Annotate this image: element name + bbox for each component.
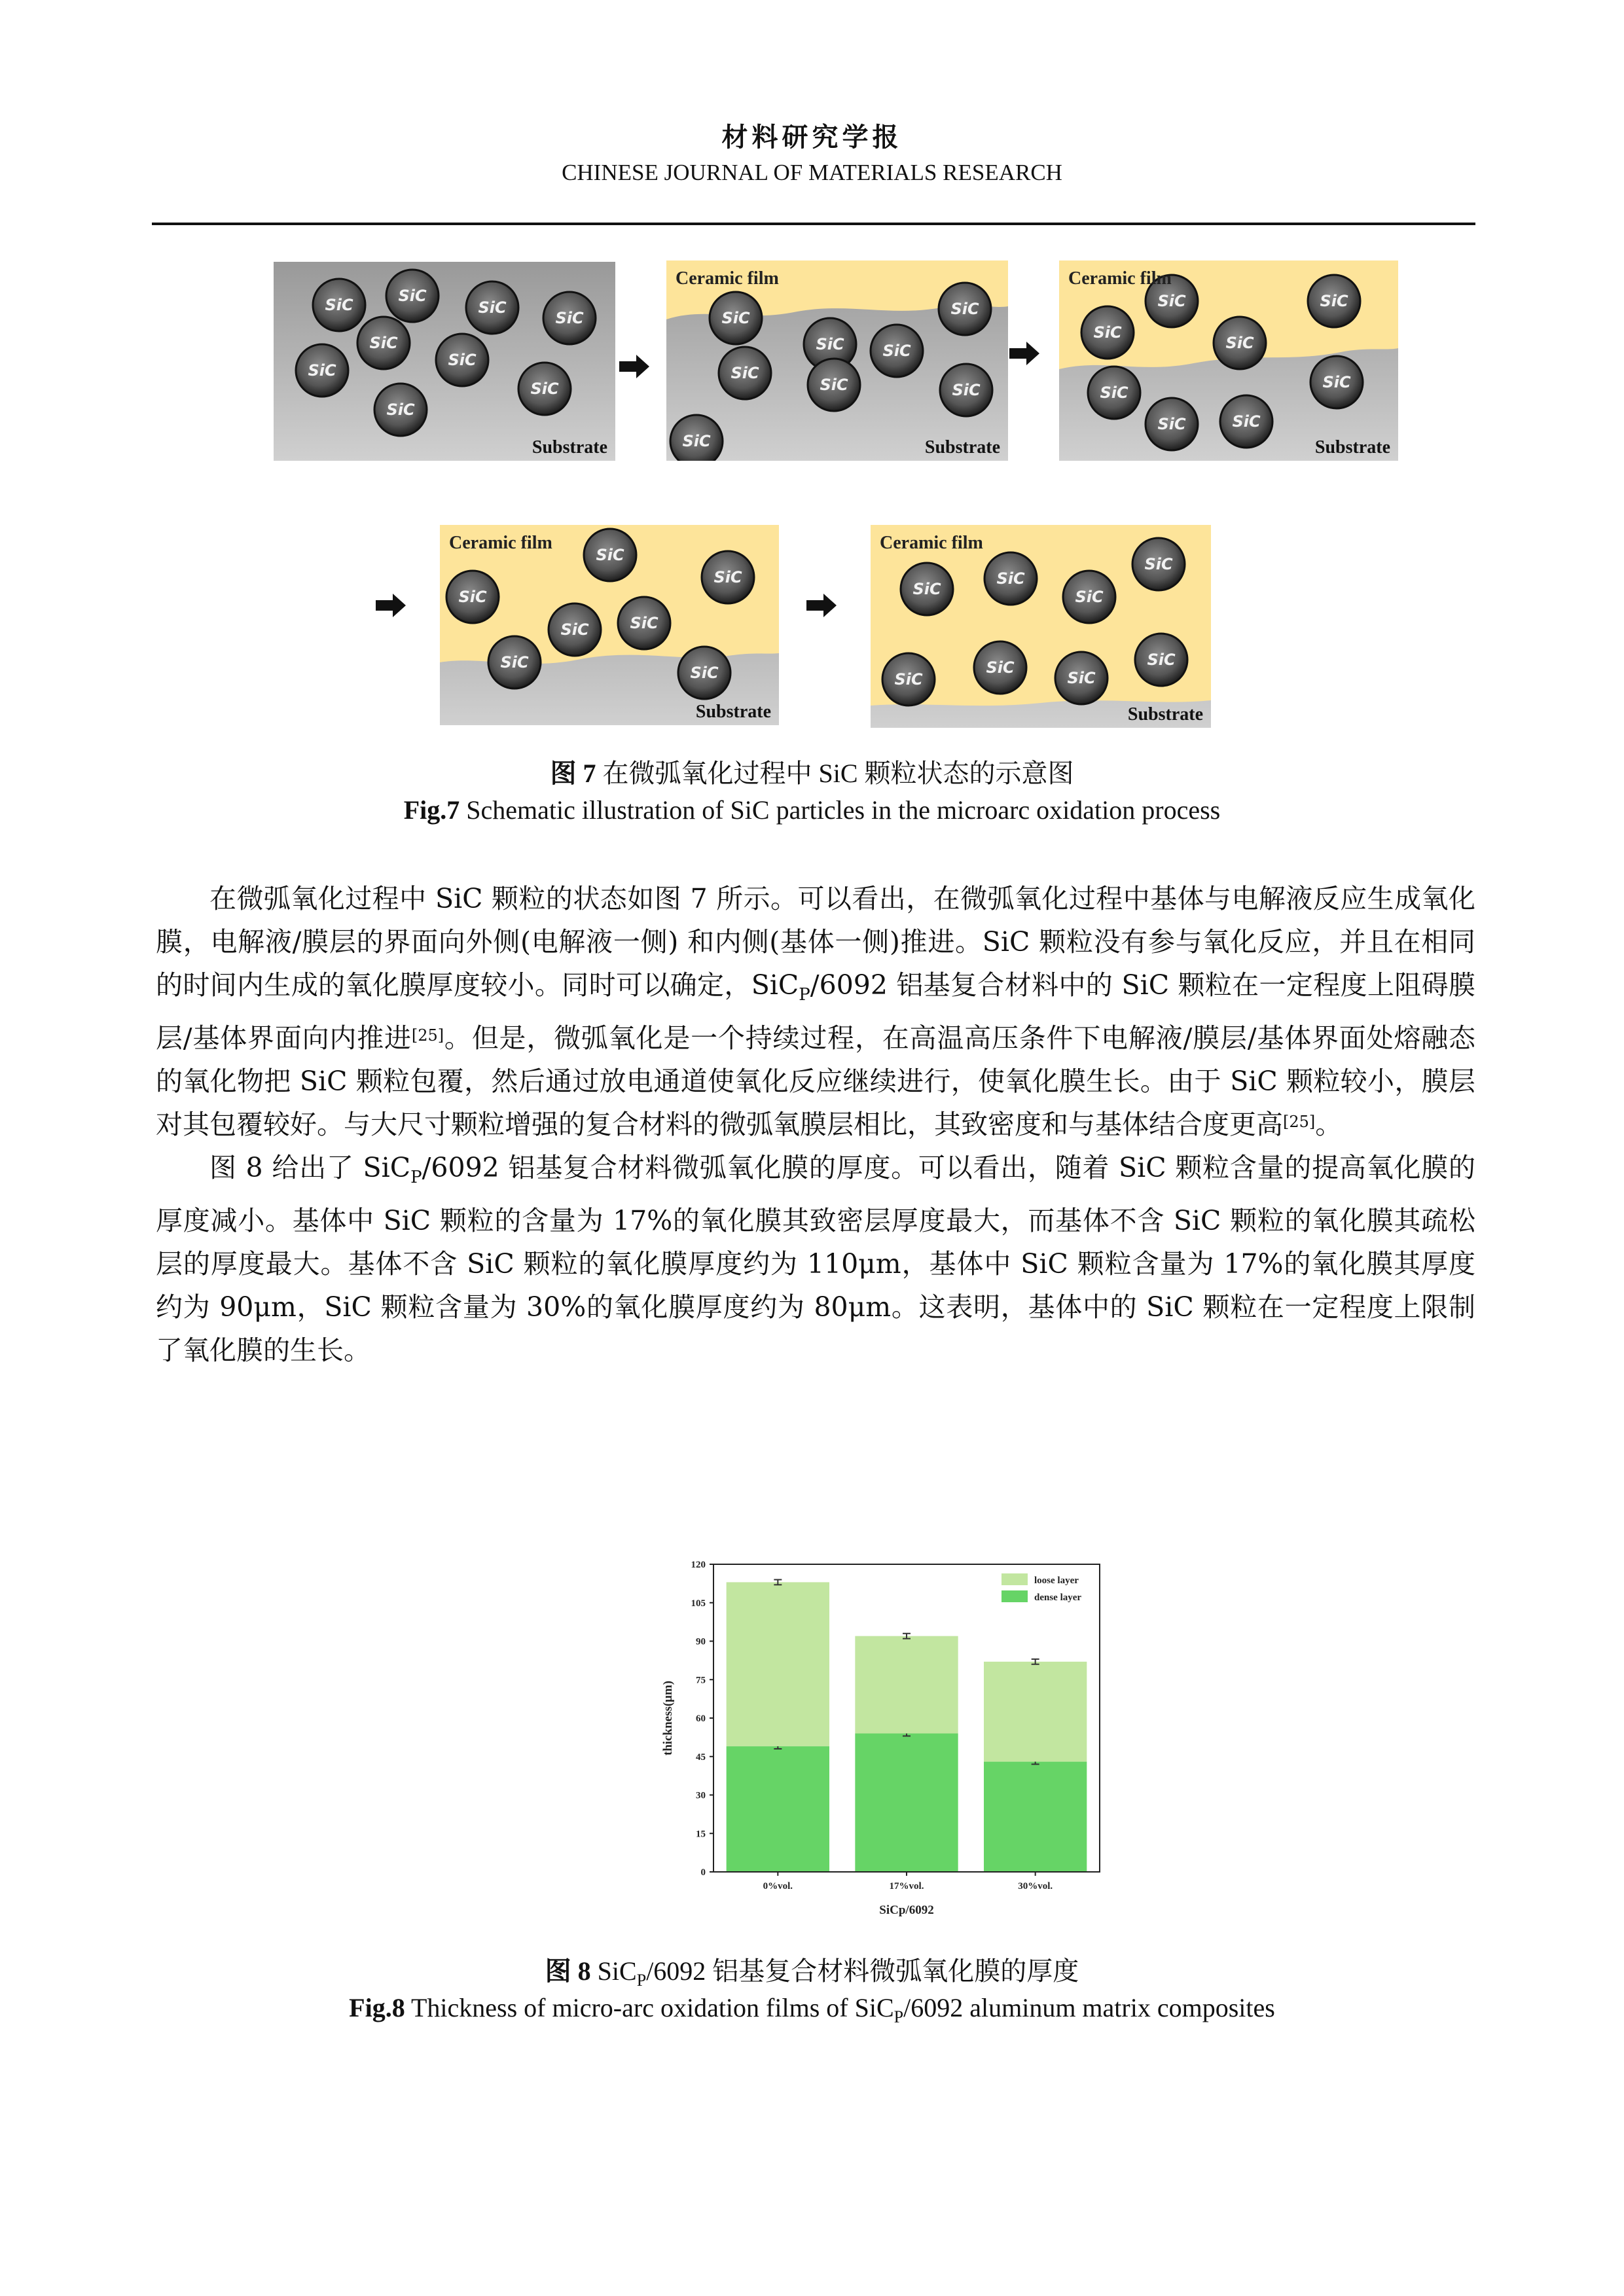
- figure-7-caption-cn: 图 7 在微弧氧化过程中 SiC 颗粒状态的示意图: [550, 759, 1074, 788]
- sic-particle-label: SiC: [1157, 415, 1186, 433]
- sic-particle-label: SiC: [1093, 323, 1122, 342]
- y-tick-label: 60: [696, 1713, 706, 1724]
- sic-particle-label: SiC: [458, 588, 487, 606]
- y-tick-label: 0: [700, 1867, 706, 1878]
- sic-particle-label: SiC: [912, 580, 941, 598]
- substrate-label: Substrate: [1314, 437, 1390, 457]
- paragraph-1: 在微弧氧化过程中 SiC 颗粒的状态如图 7 所示。可以看出，在微弧氧化过程中基体与电解液反应生成氧化膜，电解液/膜层的界面向外侧(电解液一侧) 和内侧(基体一侧)推进。SiC 颗粒没有参与氧化反应，并且在相同的时间内生成的氧化膜厚度较小。同时可以确定，SiC$_P$/6092 铝基复合材料中的 SiC 颗粒在一定程度上阻碍膜层/基体界面向内推进[25]。但是，微弧氧化是一个持续过程，在高温高压条件下电解液/膜层/基体界面处熔融态的氧化物把 SiC 颗粒包覆，然后通过放电通道使氧化反应继续进行，使氧化膜生长。由于 SiC 颗粒较小，膜层对其包覆较好。与大尺寸颗粒增强的复合材料的微弧氧膜层相比，其致密度和与基体结合度更高[25]。: [156, 883, 1476, 1141]
- sic-particle-label: SiC: [1320, 292, 1348, 310]
- sic-particle-label: SiC: [816, 335, 844, 353]
- substrate-label: Substrate: [924, 437, 1000, 457]
- sic-particle-label: SiC: [996, 569, 1025, 588]
- figure-8-chart: [655, 1545, 1113, 1924]
- sic-particle-label: SiC: [325, 296, 353, 314]
- sic-particle-label: SiC: [690, 664, 719, 682]
- bar-loose-layer: [727, 1582, 829, 1746]
- y-tick-label: 45: [696, 1751, 706, 1763]
- y-tick-label: 120: [691, 1560, 706, 1570]
- sic-particle-label: SiC: [500, 653, 529, 672]
- substrate-label: Substrate: [695, 702, 771, 722]
- bar-loose-layer: [984, 1662, 1087, 1762]
- sic-particle-label: SiC: [530, 380, 559, 398]
- sic-particle-label: SiC: [952, 381, 981, 399]
- sic-particle-label: SiC: [1225, 334, 1254, 352]
- ceramic-film-label: Ceramic film: [449, 533, 552, 553]
- legend-label: dense layer: [1034, 1592, 1082, 1603]
- sic-particle-label: SiC: [386, 401, 415, 419]
- arrow-icon: [376, 592, 408, 619]
- y-tick-label: 75: [696, 1675, 706, 1686]
- sic-particle-label: SiC: [630, 614, 659, 632]
- sic-particle-label: SiC: [950, 300, 979, 318]
- ceramic-film-label: Ceramic film: [1068, 268, 1172, 289]
- x-tick-label: 30%vol.: [1018, 1881, 1053, 1892]
- legend-swatch: [1001, 1590, 1028, 1602]
- legend-label: loose layer: [1034, 1575, 1079, 1586]
- sic-particle-label: SiC: [596, 546, 624, 564]
- journal-title-cn: 材料研究学报: [721, 122, 903, 152]
- ceramic-film-label: Ceramic film: [880, 533, 983, 553]
- schematic-panel-5: [871, 525, 1211, 728]
- figure-8-caption-en: Fig.8 Thickness of micro-arc oxidation films of SiC$_P$/6092 aluminum matrix composites: [349, 1993, 1275, 2026]
- bar-dense-layer: [855, 1734, 958, 1873]
- bar-dense-layer: [984, 1762, 1087, 1872]
- substrate-label: Substrate: [532, 437, 607, 457]
- sic-particle-label: SiC: [1075, 588, 1104, 606]
- body-text: [156, 877, 1475, 1372]
- sic-particle-label: SiC: [1157, 292, 1186, 310]
- sic-particle-label: SiC: [894, 670, 923, 689]
- paragraph-2: 图 8 给出了 SiC$_P$/6092 铝基复合材料微弧氧化膜的厚度。可以看出，随着 SiC 颗粒含量的提高氧化膜的厚度减小。基体中 SiC 颗粒的含量为 17%的氧化膜其致密层厚度最大，而基体不含 SiC 颗粒的氧化膜其疏松层的厚度最大。基体不含 SiC 颗粒的氧化膜厚度约为 110μm，基体中 SiC 颗粒含量为 17%的氧化膜其厚度约为 90μm，SiC 颗粒含量为 30%的氧化膜厚度约为 80μm。这表明，基体中的 SiC 颗粒在一定程度上限制了氧化膜的生长。: [156, 1152, 1475, 1367]
- arrow-icon: [1009, 340, 1042, 367]
- sic-particle-label: SiC: [398, 287, 427, 305]
- figure-8-caption-cn: 图 8 SiC$_P$/6092 铝基复合材料微弧氧化膜的厚度: [545, 1956, 1079, 1990]
- sic-particle-label: SiC: [1144, 555, 1173, 573]
- y-tick-label: 15: [696, 1829, 706, 1840]
- schematic-panel-4: [440, 525, 779, 725]
- arrow-icon: [806, 592, 839, 619]
- sic-particle-label: SiC: [369, 334, 398, 352]
- header-rule: [152, 223, 1475, 225]
- sic-particle-label: SiC: [448, 351, 477, 369]
- sic-particle-label: SiC: [555, 309, 584, 327]
- schematic-panel-3: [1059, 260, 1398, 461]
- sic-particle-label: SiC: [682, 432, 711, 450]
- substrate-label: Substrate: [1127, 704, 1203, 725]
- y-tick-label: 90: [696, 1636, 706, 1647]
- journal-title-en: CHINESE JOURNAL OF MATERIALS RESEARCH: [562, 160, 1062, 185]
- arrow-icon: [619, 353, 652, 380]
- sic-particle-label: SiC: [1100, 384, 1128, 402]
- sic-particle-label: SiC: [478, 298, 507, 317]
- sic-particle-label: SiC: [713, 568, 742, 586]
- sic-particle-label: SiC: [986, 658, 1015, 677]
- sic-particle-label: SiC: [820, 376, 848, 394]
- x-tick-label: 17%vol.: [889, 1881, 924, 1892]
- sic-particle-label: SiC: [560, 620, 589, 639]
- sic-particle-label: SiC: [731, 364, 759, 382]
- x-tick-label: 0%vol.: [763, 1881, 793, 1892]
- sic-particle-label: SiC: [882, 342, 911, 360]
- legend-swatch: [1001, 1573, 1028, 1585]
- sic-particle-label: SiC: [308, 361, 336, 380]
- schematic-panel-2: [666, 260, 1008, 461]
- x-axis-label: SiCp/6092: [879, 1903, 934, 1917]
- y-tick-label: 30: [696, 1790, 706, 1801]
- sic-particle-label: SiC: [1232, 412, 1261, 431]
- bar-dense-layer: [727, 1746, 829, 1872]
- sic-particle-label: SiC: [1147, 651, 1176, 669]
- sic-particle-label: SiC: [1067, 669, 1096, 687]
- sic-particle-label: SiC: [721, 309, 750, 327]
- figure-7-caption-en: Fig.7 Schematic illustration of SiC particles in the microarc oxidation process: [403, 795, 1221, 825]
- schematic-panel-1: [274, 262, 615, 461]
- ceramic-film-label: Ceramic film: [676, 268, 779, 289]
- sic-particle-label: SiC: [1322, 373, 1351, 391]
- bar-loose-layer: [855, 1636, 958, 1734]
- y-axis-label: thickness(μm): [661, 1680, 675, 1756]
- y-tick-label: 105: [691, 1598, 706, 1609]
